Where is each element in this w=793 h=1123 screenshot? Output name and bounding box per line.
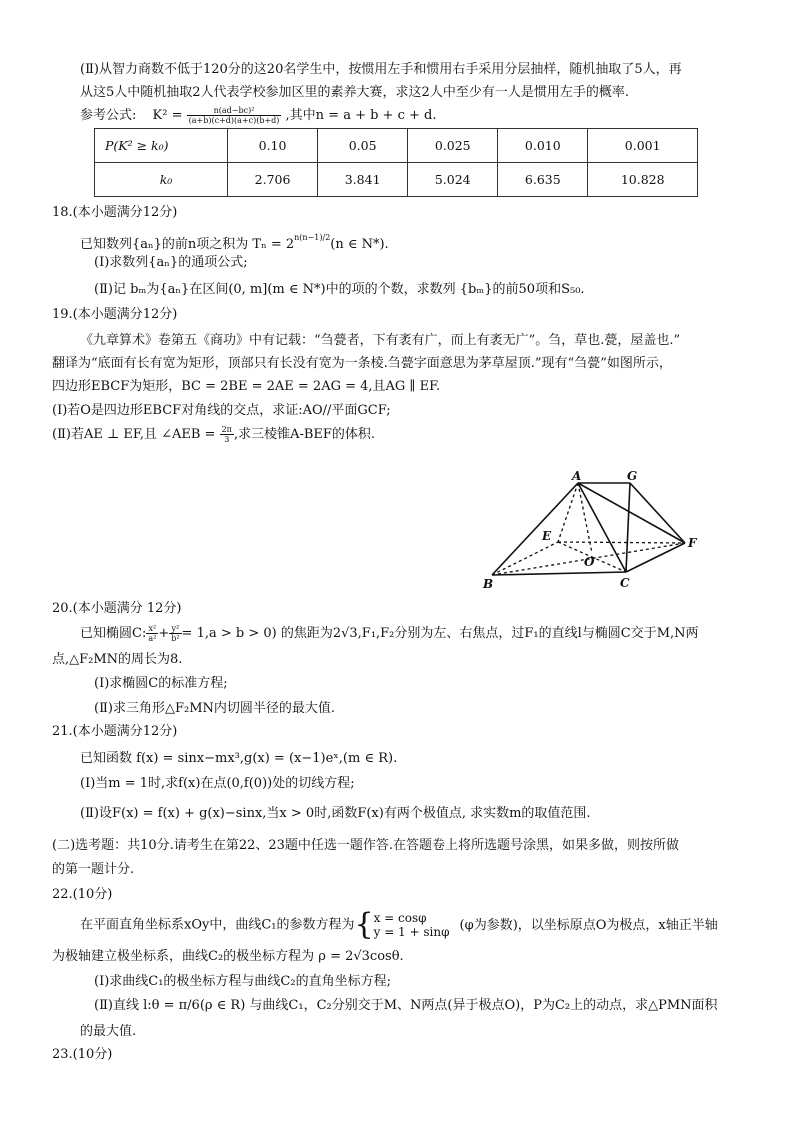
q17-part2-line2: 从这5人中随机抽取2人代表学校参加区里的素养大赛，求这2人中至少有一人是惯用左手的概率. — [80, 85, 629, 100]
formula-label: 参考公式: — [80, 108, 137, 123]
q21-line1: 已知函数 f(x) = sinx−mx³,g(x) = (x−1)eˣ,(m ∈ R). — [80, 751, 398, 766]
optional-note-line1: (二)选考题：共10分.请考生在第22、23题中任选一题作答.在答题卷上将所选题号涂黑，如果多做，则按所做 — [52, 838, 680, 853]
q19-line3: 四边形EBCF为矩形，BC = 2BE = 2AE = 2AG = 4,且AG ∥ EF. — [52, 379, 441, 394]
edge-bc — [492, 572, 626, 575]
q17-part2-line1: (Ⅱ)从智力商数不低于120分的这20名学生中，按惯用左手和惯用右手采用分层抽样，随机抽取了5人，再 — [80, 62, 682, 77]
q19-part1: (Ⅰ)若O是四边形EBCF对角线的交点，求证:AO//平面GCF; — [52, 403, 391, 418]
label-f: F — [688, 536, 697, 550]
formula-fraction — [187, 106, 282, 125]
q20-heading: 20.(本小题满分 12分) — [52, 601, 182, 616]
q19-part2-text: (Ⅱ)若AE ⊥ EF,且 ∠AEB = — [52, 427, 216, 442]
edge-gc — [626, 483, 630, 572]
formula-k: K² = — [152, 108, 183, 123]
label-b: B — [483, 577, 494, 591]
label-o: O — [584, 555, 595, 569]
angle-denominator: 3 — [224, 435, 230, 444]
q22-part2: (Ⅱ)直线 l:θ = π/6(ρ ∈ R) 与曲线C₁，C₂分别交于M、N两点(异于极点O)，P为C₂上的动点，求△PMN面积 — [94, 998, 718, 1013]
q22-line1 — [80, 907, 718, 942]
table-cell: 0.10 — [228, 129, 318, 163]
label-e: E — [542, 529, 552, 543]
q18-stem-exponent: n(n−1)/2 — [294, 233, 331, 242]
q19-line2: 翻译为“底面有长有宽为矩形，顶部只有长没有宽为一条棱.刍甍字面意思为茅草屋顶.”现有“刍甍”如图所示， — [52, 356, 672, 371]
q18-heading: 18.(本小题满分12分) — [52, 205, 178, 220]
q18-stem-text: 已知数列{aₙ}的前n项之积为 Tₙ = 2 — [80, 237, 295, 252]
q20-line1: 已知椭圆C: $\frac{\text{x²}}{\text{a²}}$ + $\frac{\text{y²}}{\text{b²}}$ = 1,a > b > 0) 的焦距为2√3,F₁,F₂分别为左、右焦点，过F₁的直线l与椭圆C交于M,N两 — [80, 624, 699, 643]
q20-text-tail: = 1,a > b > 0) 的焦距为2√3,F₁,F₂分别为左、右焦点，过F₁的直线l与椭圆C交于M,N两 — [181, 626, 699, 641]
angle-fraction — [220, 425, 234, 444]
q18-part2: (Ⅱ)记 bₘ为{aₙ}在区间(0, m](m ∈ N*)中的项的个数，求数列 {bₘ}的前50项和S₅₀. — [94, 282, 585, 297]
y2: y² — [169, 624, 181, 634]
b2: b² — [171, 634, 180, 643]
edge-ab — [492, 483, 578, 575]
q21-heading: 21.(本小题满分12分) — [52, 724, 178, 739]
angle-numerator: 2π — [221, 425, 232, 434]
param-y: y = 1 + sinφ — [373, 925, 450, 939]
table-cell: 0.025 — [408, 129, 498, 163]
q18-part1: (Ⅰ)求数列{aₙ}的通项公式; — [94, 255, 248, 270]
chumeng-figure — [480, 468, 710, 593]
edge-be-hidden — [492, 542, 558, 575]
table-row — [95, 163, 698, 197]
table-cell: 6.635 — [498, 163, 588, 197]
q22-heading: 22.(10分) — [52, 887, 113, 902]
label-c: C — [620, 576, 630, 590]
formula-tail: ,其中n = a + b + c + d. — [285, 108, 437, 123]
q22-part1: (Ⅰ)求曲线C₁的极坐标方程与曲线C₂的直角坐标方程; — [94, 974, 391, 989]
edge-cf — [626, 543, 685, 572]
table-cell: 0.001 — [588, 129, 698, 163]
table-row-label: P(K² ≥ k₀) — [95, 129, 228, 163]
q20-part1: (Ⅰ)求椭圆C的标准方程; — [94, 676, 228, 691]
q19-part2-tail: ,求三棱锥A-BEF的体积. — [233, 427, 376, 442]
formula-numerator: n(ad−bc)² — [187, 106, 282, 116]
q18-stem — [80, 228, 389, 255]
edge-ef-hidden — [558, 542, 685, 543]
table-cell: 0.05 — [318, 129, 408, 163]
q23-heading: 23.(10分) — [52, 1047, 113, 1062]
q19-heading: 19.(本小题满分12分) — [52, 307, 178, 322]
critical-value-table — [94, 128, 698, 197]
table-row-label: k₀ — [95, 163, 228, 197]
q21-part1: (Ⅰ)当m = 1时,求f(x)在点(0,f(0))处的切线方程; — [80, 776, 355, 791]
a2: a² — [148, 634, 157, 643]
table-cell: 2.706 — [228, 163, 318, 197]
table-cell: 10.828 — [588, 163, 698, 197]
q20-text: 已知椭圆C: — [80, 626, 147, 641]
ellipse-x-term — [146, 624, 158, 643]
q22-line2: 为极轴建立极坐标系，曲线C₂的极坐标方程为 ρ = 2√3cosθ. — [52, 949, 404, 964]
edge-gf — [630, 483, 685, 543]
label-a: A — [572, 469, 582, 483]
label-g: G — [627, 469, 638, 483]
table-cell: 3.841 — [318, 163, 408, 197]
table-cell: 5.024 — [408, 163, 498, 197]
param-x: x = cosφ — [373, 911, 427, 925]
edge-ae-hidden — [558, 483, 578, 542]
table-cell: 0.010 — [498, 129, 588, 163]
q21-part2: (Ⅱ)设F(x) = f(x) + g(x)−sinx,当x > 0时,函数F(x)有两个极值点, 求实数m的取值范围. — [80, 806, 591, 821]
q19-part2 — [52, 425, 375, 445]
q17-formula — [80, 106, 436, 126]
q22-text: 在平面直角坐标系xOy中，曲线C₁的参数方程为 — [80, 917, 355, 933]
optional-note-line2: 的第一题计分. — [52, 862, 135, 877]
q20-part2: (Ⅱ)求三角形△F₂MN内切圆半径的最大值. — [94, 701, 336, 716]
q22-part2-tail: 的最大值. — [80, 1024, 137, 1039]
formula-denominator: (a+b)(c+d)(a+c)(b+d) — [188, 116, 280, 125]
q18-stem-tail: (n ∈ N*). — [330, 237, 389, 252]
ellipse-y-term — [169, 624, 181, 643]
x2: x² — [146, 624, 158, 634]
param-system: { x = cosφ y = 1 + sinφ — [354, 907, 450, 942]
q22-text-tail: (φ为参数)，以坐标原点O为极点，x轴正半轴 — [459, 917, 718, 933]
table-row — [95, 129, 698, 163]
q19-line1: 《九章算术》卷第五《商功》中有记载：“刍甍者，下有袤有广，而上有袤无广”。刍，草也.甍，屋盖也.” — [80, 333, 681, 348]
q20-line2: 点,△F₂MN的周长为8. — [52, 652, 183, 667]
